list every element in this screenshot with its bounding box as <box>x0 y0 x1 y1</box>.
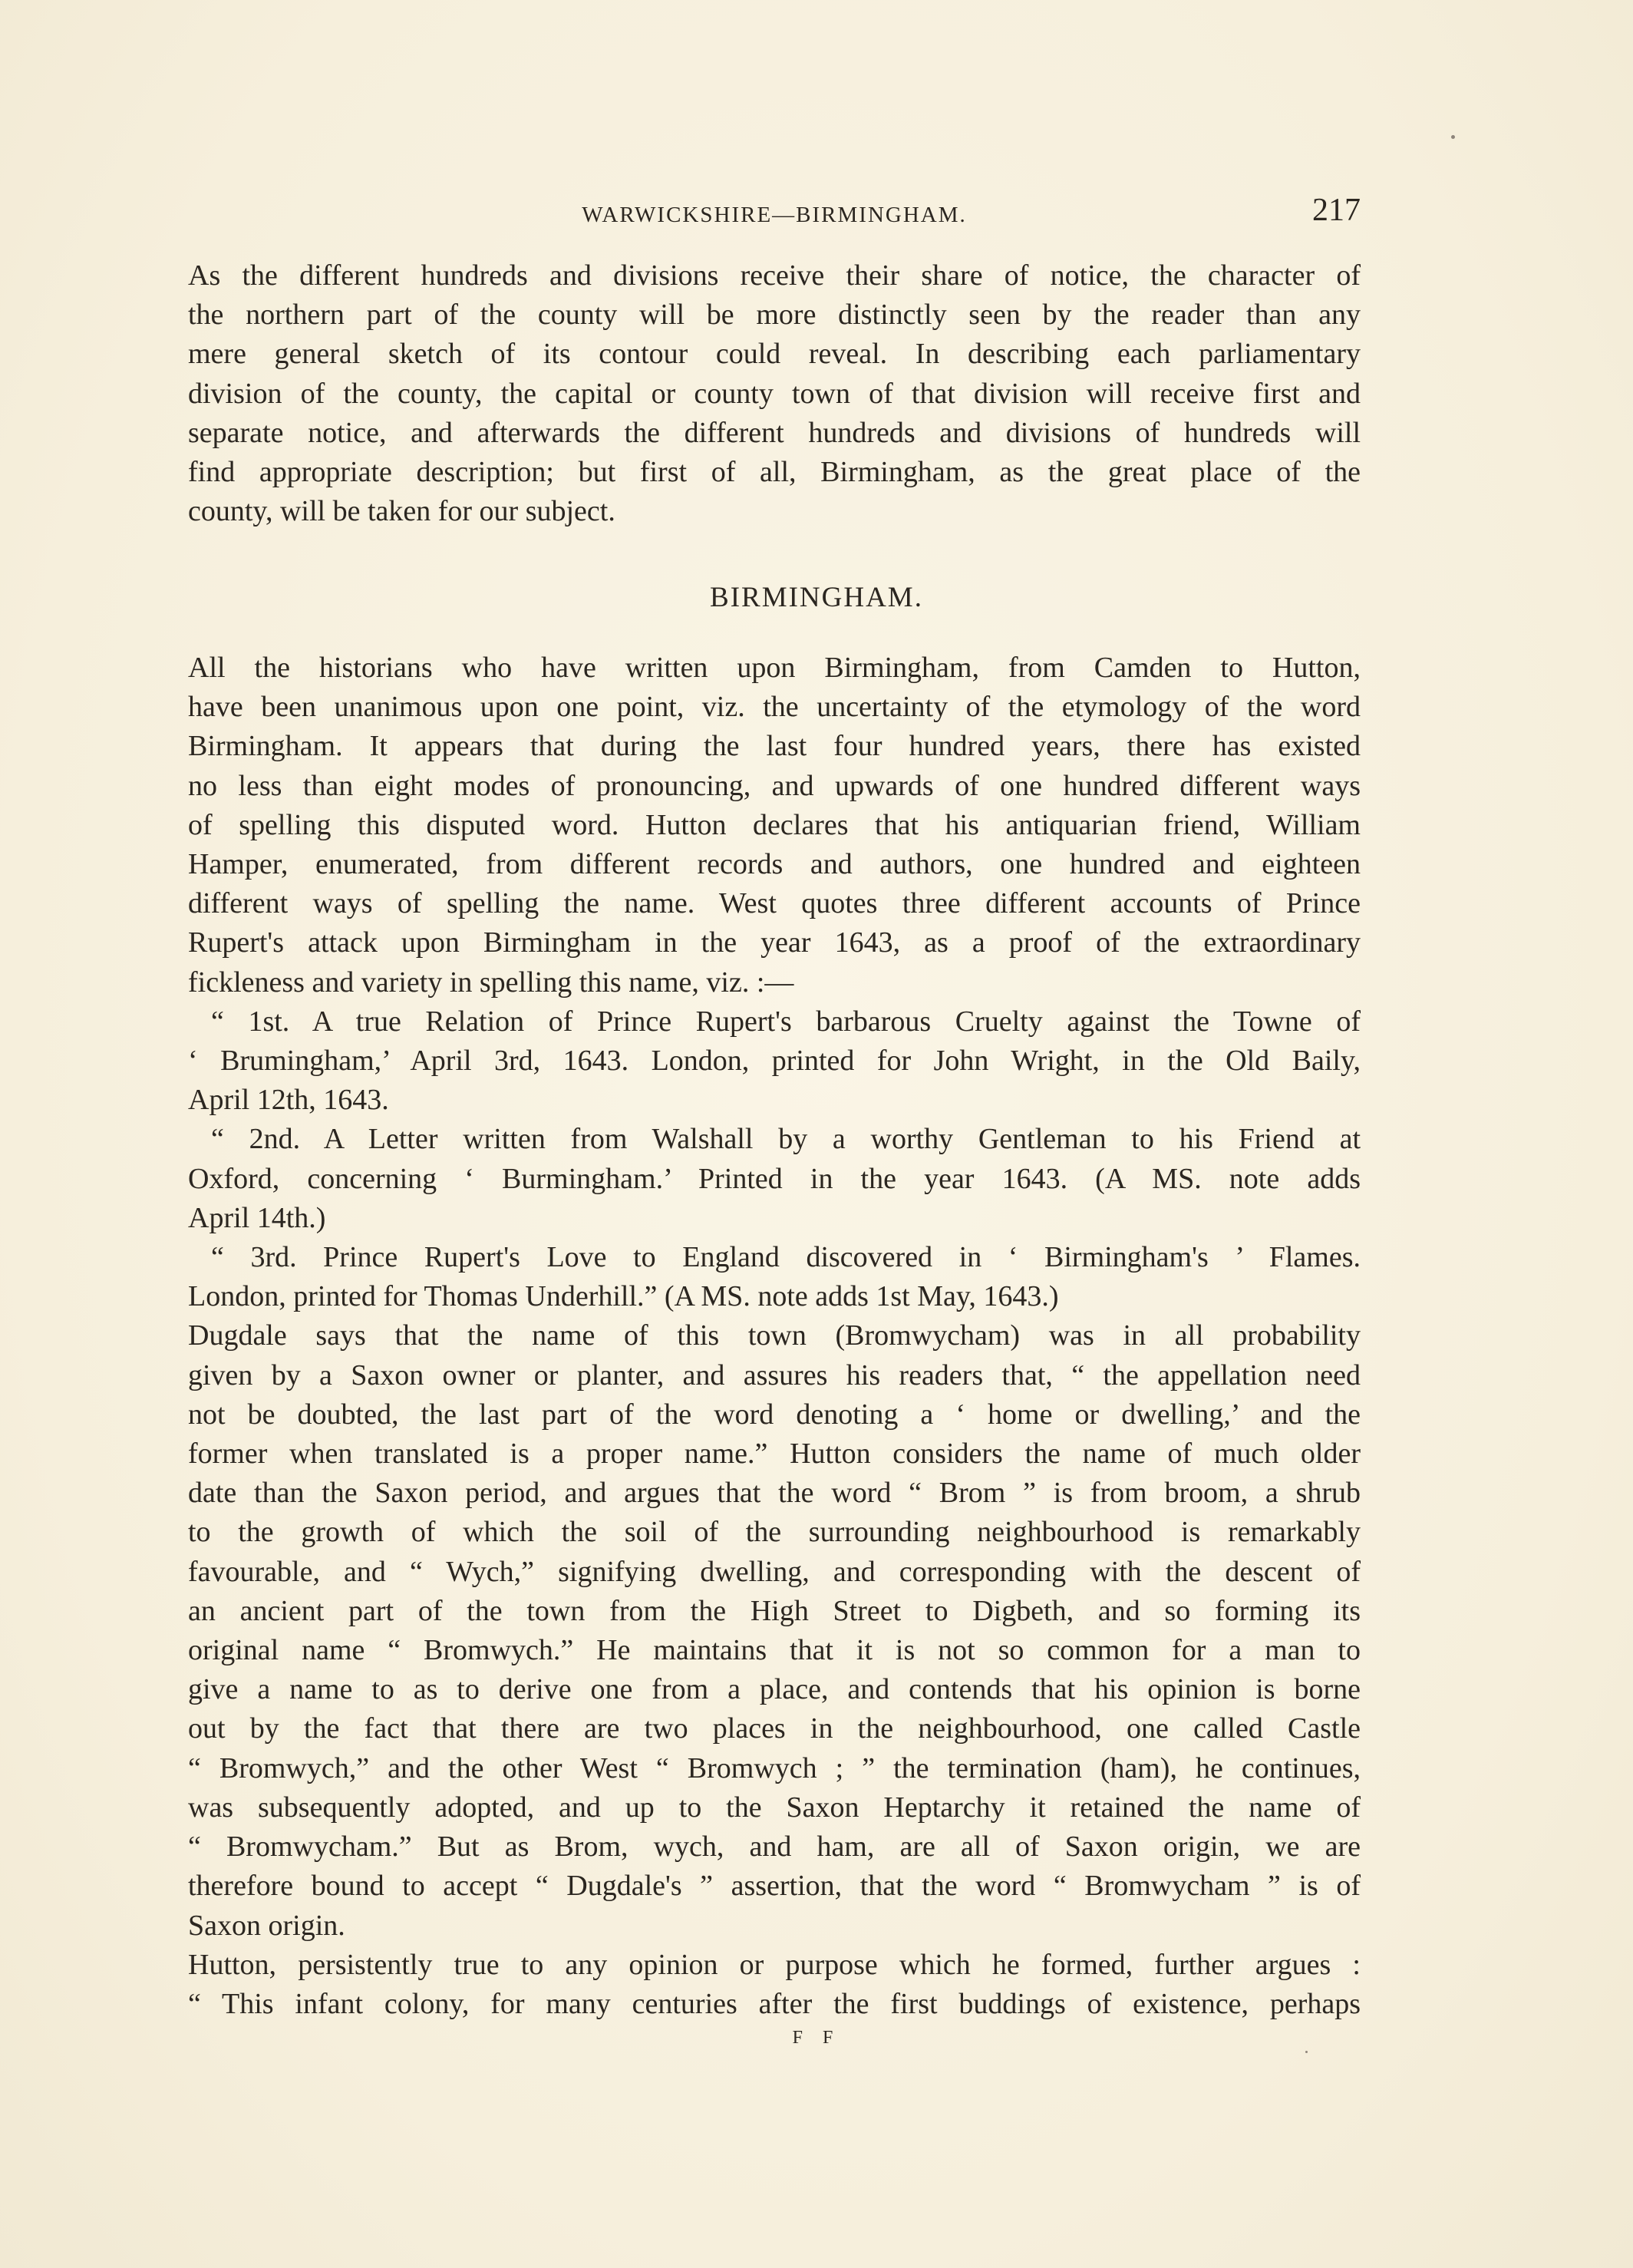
body-text <box>188 649 1361 2024</box>
text-line: London, printed for Thomas Underhill.” (A MS. note adds 1st May, 1643.) <box>188 1280 1059 1313</box>
page-header <box>188 192 1361 238</box>
text-line: county, will be taken for our subject. <box>188 495 615 528</box>
text-line: was subsequently adopted, and up to the Saxon Heptarchy it retained the name of <box>188 1791 1361 1824</box>
text-line: separate notice, and afterwards the different hundreds and divisions of hundreds will <box>188 416 1361 449</box>
text-line: April 12th, 1643. <box>188 1084 389 1117</box>
text-line: favourable, and “ Wych,” signifying dwelling, and corresponding with the descent of <box>188 1555 1361 1588</box>
text-line: an ancient part of the town from the High Street to Digbeth, and so forming its <box>188 1594 1361 1627</box>
text-line: Oxford, concerning ‘ Burmingham.’ Printed in the year 1643. (A MS. note adds <box>188 1162 1361 1195</box>
text-line: give a name to as to derive one from a place, and contends that his opinion is borne <box>188 1673 1361 1706</box>
page-number: 217 <box>1312 193 1361 228</box>
paper-speck <box>1451 135 1455 139</box>
text-line: All the historians who have written upon Birmingham, from Camden to Hutton, <box>188 652 1361 684</box>
text-line: original name “ Bromwych.” He maintains that it is not so common for a man to <box>188 1634 1361 1667</box>
text-line: of spelling this disputed word. Hutton declares that his antiquarian friend, William <box>188 808 1361 841</box>
text-line: Dugdale says that the name of this town (Bromwycham) was in all probability <box>188 1319 1361 1352</box>
text-line: not be doubted, the last part of the word denoting a ‘ home or dwelling,’ and the <box>188 1398 1361 1431</box>
text-line: former when translated is a proper name.” Hutton considers the name of much older <box>188 1438 1361 1471</box>
text-line: date than the Saxon period, and argues that the word “ Brom ” is from broom, a shrub <box>188 1477 1361 1510</box>
text-line: Birmingham. It appears that during the last four hundred years, there has existed <box>188 730 1361 763</box>
text-line: Saxon origin. <box>188 1909 345 1942</box>
text-line: As the different hundreds and divisions receive their share of notice, the character of <box>188 259 1361 292</box>
text-line: the northern part of the county will be more distinctly seen by the reader than any <box>188 299 1361 332</box>
text-line: different ways of spelling the name. West quotes three different accounts of Prince <box>188 887 1361 920</box>
text-line: Rupert's attack upon Birmingham in the year 1643, as a proof of the extraordinary <box>188 926 1361 959</box>
text-line: to the growth of which the soil of the surrounding neighbourhood is remarkably <box>188 1516 1361 1549</box>
text-line: division of the county, the capital or county town of that division will receive first and <box>188 377 1361 410</box>
text-line: “ This infant colony, for many centuries after the first buddings of existence, perhaps <box>188 1987 1361 2020</box>
text-line: “ Bromwych,” and the other West “ Bromwych ; ” the termination (ham), he continues, <box>188 1751 1361 1784</box>
text-line: no less than eight modes of pronouncing, and upwards of one hundred different ways <box>188 769 1361 802</box>
text-line: therefore bound to accept “ Dugdale's ” assertion, that the word “ Bromwycham ” is of <box>188 1870 1361 1903</box>
text-line: mere general sketch of its contour could reveal. In describing each parliamentary <box>188 338 1361 371</box>
running-head: WARWICKSHIRE—BIRMINGHAM. <box>582 203 967 227</box>
text-line: out by the fact that there are two places in the neighbourhood, one called Castle <box>188 1712 1361 1745</box>
text-line: fickleness and variety in spelling this name, viz. :— <box>188 966 794 999</box>
signature-mark: F F <box>792 2028 841 2048</box>
text-line: Hamper, enumerated, from different records and authors, one hundred and eighteen <box>188 848 1361 881</box>
text-line: ‘ Brumingham,’ April 3rd, 1643. London, printed for John Wright, in the Old Baily, <box>188 1045 1361 1078</box>
paper-speck <box>1305 2051 1308 2053</box>
text-line: “ Bromwycham.” But as Brom, wych, and ham, are all of Saxon origin, we are <box>188 1831 1361 1864</box>
text-line: April 14th.) <box>188 1201 326 1234</box>
text-line: “ 3rd. Prince Rupert's Love to England discovered in ‘ Birmingham's ’ Flames. <box>211 1241 1361 1274</box>
section-heading: BIRMINGHAM. <box>710 582 923 613</box>
text-line: “ 2nd. A Letter written from Walshall by a worthy Gentleman to his Friend at <box>211 1123 1361 1156</box>
text-line: have been unanimous upon one point, viz. the uncertainty of the etymology of the word <box>188 691 1361 724</box>
intro-paragraph <box>188 256 1361 531</box>
text-line: Hutton, persistently true to any opinion or purpose which he formed, further argues : <box>188 1948 1361 1981</box>
text-line: find appropriate description; but first of all, Birmingham, as the great place of the <box>188 456 1361 489</box>
text-line: given by a Saxon owner or planter, and assures his readers that, “ the appellation need <box>188 1358 1361 1392</box>
text-line: “ 1st. A true Relation of Prince Rupert's barbarous Cruelty against the Towne of <box>211 1005 1361 1038</box>
